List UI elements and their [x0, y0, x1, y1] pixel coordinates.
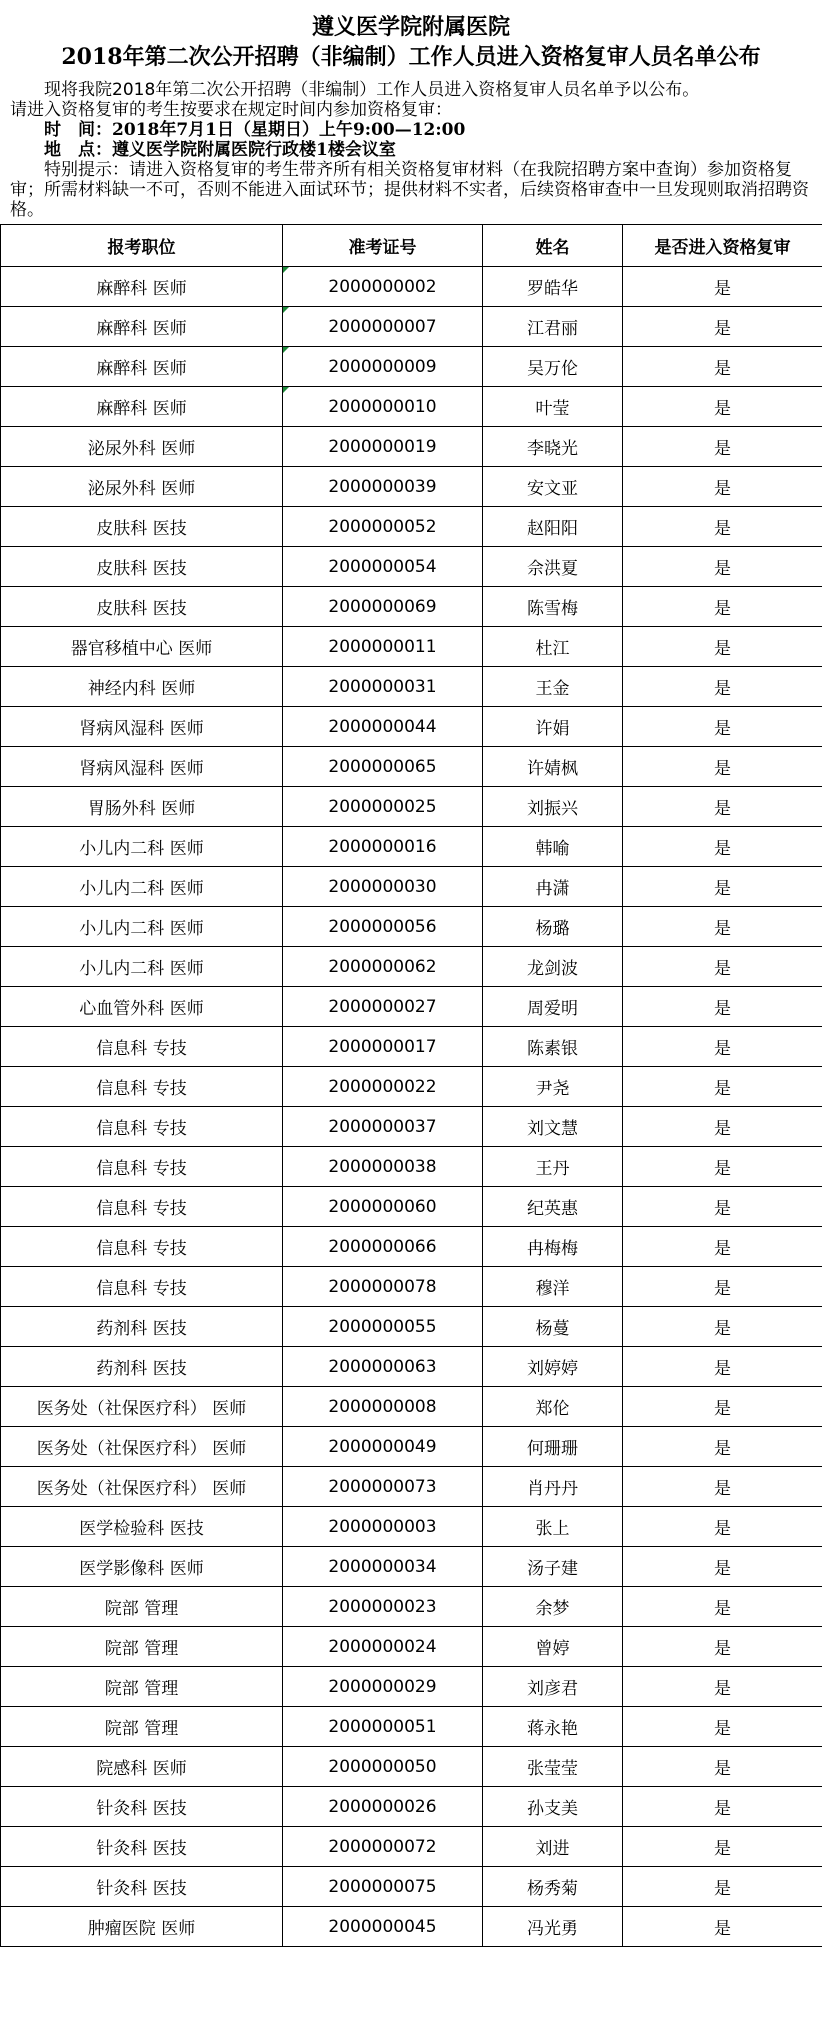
cell-exam-id: 2000000003 [283, 1507, 483, 1547]
cell-position: 信息科 专技 [1, 1187, 283, 1227]
cell-name: 许婧枫 [483, 747, 623, 787]
intro-instruction: 请进入资格复审的考生按要求在规定时间内参加资格复审： [10, 100, 452, 120]
header-exam-id: 准考证号 [283, 225, 483, 267]
cell-review-status: 是 [623, 1027, 822, 1067]
cell-name: 李晓光 [483, 427, 623, 467]
cell-exam-id: 2000000022 [283, 1067, 483, 1107]
table-row [1, 547, 822, 587]
cell-position: 医务处（社保医疗科） 医师 [1, 1467, 283, 1507]
cell-review-status: 是 [623, 1507, 822, 1547]
cell-review-status: 是 [623, 987, 822, 1027]
cell-position: 泌尿外科 医师 [1, 467, 283, 507]
cell-exam-id: 2000000017 [283, 1027, 483, 1067]
cell-name: 佘洪夏 [483, 547, 623, 587]
cell-position: 医学影像科 医师 [1, 1547, 283, 1587]
cell-position: 麻醉科 医师 [1, 267, 283, 307]
cell-exam-id: 2000000038 [283, 1147, 483, 1187]
cell-review-status: 是 [623, 1107, 822, 1147]
cell-position: 信息科 专技 [1, 1027, 283, 1067]
cell-name: 余梦 [483, 1587, 623, 1627]
table-row [1, 707, 822, 747]
cell-position: 胃肠外科 医师 [1, 787, 283, 827]
table-row [1, 1667, 822, 1707]
cell-name: 汤子建 [483, 1547, 623, 1587]
cell-review-status: 是 [623, 547, 822, 587]
cell-exam-id: 2000000008 [283, 1387, 483, 1427]
cell-exam-id: 2000000044 [283, 707, 483, 747]
review-time [10, 120, 812, 140]
cell-name: 冉潇 [483, 867, 623, 907]
cell-exam-id: 2000000010 [283, 387, 483, 427]
cell-exam-id: 2000000055 [283, 1307, 483, 1347]
cell-exam-id: 2000000066 [283, 1227, 483, 1267]
cell-position: 皮肤科 医技 [1, 507, 283, 547]
cell-position: 信息科 专技 [1, 1267, 283, 1307]
cell-position: 小儿内二科 医师 [1, 907, 283, 947]
cell-name: 尹尧 [483, 1067, 623, 1107]
table-row [1, 1867, 822, 1907]
cell-review-status: 是 [623, 1307, 822, 1347]
cell-position: 医务处（社保医疗科） 医师 [1, 1427, 283, 1467]
cell-name: 张莹莹 [483, 1747, 623, 1787]
cell-name: 刘振兴 [483, 787, 623, 827]
cell-review-status: 是 [623, 947, 822, 987]
table-row [1, 1187, 822, 1227]
cell-exam-id: 2000000011 [283, 627, 483, 667]
cell-review-status: 是 [623, 427, 822, 467]
cell-review-status: 是 [623, 867, 822, 907]
cell-exam-id: 2000000031 [283, 667, 483, 707]
special-notice: 特别提示：请进入资格复审的考生带齐所有相关资格复审材料（在我院招聘方案中查询）参加资格复审；所需材料缺一不可，否则不能进入面试环节；提供材料不实者，后续资格审查中一旦发现则取消招聘资格。 [10, 160, 809, 220]
cell-review-status: 是 [623, 1467, 822, 1507]
cell-exam-id: 2000000049 [283, 1427, 483, 1467]
table-row [1, 1067, 822, 1107]
header-review-status: 是否进入资格复审 [623, 225, 822, 267]
cell-review-status: 是 [623, 1707, 822, 1747]
cell-exam-id: 2000000052 [283, 507, 483, 547]
cell-position: 院部 管理 [1, 1667, 283, 1707]
table-row [1, 627, 822, 667]
cell-name: 杜江 [483, 627, 623, 667]
cell-name: 罗皓华 [483, 267, 623, 307]
cell-review-status: 是 [623, 507, 822, 547]
cell-review-status: 是 [623, 1787, 822, 1827]
cell-review-status: 是 [623, 387, 822, 427]
cell-position: 针灸科 医技 [1, 1827, 283, 1867]
time-label: 时 间： [44, 120, 112, 140]
table-row [1, 1227, 822, 1267]
table-row [1, 467, 822, 507]
table-row [1, 1027, 822, 1067]
table-row [1, 1467, 822, 1507]
cell-position: 信息科 专技 [1, 1227, 283, 1267]
cell-exam-id: 2000000002 [283, 267, 483, 307]
cell-position: 院部 管理 [1, 1707, 283, 1747]
table-row [1, 267, 822, 307]
cell-name: 陈素银 [483, 1027, 623, 1067]
hospital-title: 遵义医学院附属医院 [311, 14, 510, 40]
cell-name: 龙剑波 [483, 947, 623, 987]
table-row [1, 387, 822, 427]
cell-position: 麻醉科 医师 [1, 387, 283, 427]
table-row [1, 787, 822, 827]
cell-position: 心血管外科 医师 [1, 987, 283, 1027]
cell-exam-id: 2000000054 [283, 547, 483, 587]
cell-name: 肖丹丹 [483, 1467, 623, 1507]
cell-name: 韩喻 [483, 827, 623, 867]
cell-position: 泌尿外科 医师 [1, 427, 283, 467]
place-label: 地 点： [44, 140, 112, 160]
cell-review-status: 是 [623, 1347, 822, 1387]
cell-position: 肾病风湿科 医师 [1, 707, 283, 747]
cell-name: 刘婷婷 [483, 1347, 623, 1387]
time-value: 2018年7月1日（星期日）上午9:00—12:00 [112, 120, 466, 140]
cell-name: 冯光勇 [483, 1907, 623, 1947]
cell-name: 江君丽 [483, 307, 623, 347]
intro-section [0, 72, 822, 220]
cell-position: 医学检验科 医技 [1, 1507, 283, 1547]
cell-review-status: 是 [623, 1227, 822, 1267]
cell-position: 皮肤科 医技 [1, 587, 283, 627]
announcement-title: 2018年第二次公开招聘（非编制）工作人员进入资格复审人员名单公布 [61, 44, 761, 70]
cell-name: 王金 [483, 667, 623, 707]
candidate-table [0, 224, 822, 1947]
table-row [1, 1347, 822, 1387]
cell-exam-id: 2000000023 [283, 1587, 483, 1627]
cell-exam-id: 2000000075 [283, 1867, 483, 1907]
cell-name: 杨秀菊 [483, 1867, 623, 1907]
cell-review-status: 是 [623, 587, 822, 627]
cell-position: 院部 管理 [1, 1587, 283, 1627]
header-position: 报考职位 [1, 225, 283, 267]
cell-review-status: 是 [623, 1147, 822, 1187]
cell-exam-id: 2000000073 [283, 1467, 483, 1507]
cell-review-status: 是 [623, 827, 822, 867]
cell-name: 曾婷 [483, 1627, 623, 1667]
cell-position: 麻醉科 医师 [1, 347, 283, 387]
table-row [1, 307, 822, 347]
table-row [1, 747, 822, 787]
table-row [1, 1627, 822, 1667]
cell-exam-id: 2000000062 [283, 947, 483, 987]
cell-name: 孙支美 [483, 1787, 623, 1827]
cell-exam-id: 2000000025 [283, 787, 483, 827]
cell-position: 器官移植中心 医师 [1, 627, 283, 667]
cell-review-status: 是 [623, 267, 822, 307]
cell-exam-id: 2000000027 [283, 987, 483, 1027]
cell-review-status: 是 [623, 907, 822, 947]
cell-review-status: 是 [623, 667, 822, 707]
table-row [1, 987, 822, 1027]
cell-position: 神经内科 医师 [1, 667, 283, 707]
table-row [1, 1827, 822, 1867]
cell-position: 针灸科 医技 [1, 1787, 283, 1827]
cell-review-status: 是 [623, 1747, 822, 1787]
cell-review-status: 是 [623, 467, 822, 507]
table-row [1, 507, 822, 547]
place-value: 遵义医学院附属医院行政楼1楼会议室 [112, 140, 396, 160]
cell-review-status: 是 [623, 627, 822, 667]
cell-exam-id: 2000000030 [283, 867, 483, 907]
table-row [1, 587, 822, 627]
cell-exam-id: 2000000078 [283, 1267, 483, 1307]
table-row [1, 1147, 822, 1187]
cell-name: 刘文慧 [483, 1107, 623, 1147]
cell-name: 叶莹 [483, 387, 623, 427]
cell-position: 信息科 专技 [1, 1067, 283, 1107]
review-place [10, 140, 812, 160]
cell-name: 刘彦君 [483, 1667, 623, 1707]
cell-position: 药剂科 医技 [1, 1347, 283, 1387]
table-row [1, 1747, 822, 1787]
cell-name: 陈雪梅 [483, 587, 623, 627]
cell-exam-id: 2000000065 [283, 747, 483, 787]
cell-name: 冉梅梅 [483, 1227, 623, 1267]
cell-exam-id: 2000000024 [283, 1627, 483, 1667]
cell-name: 穆洋 [483, 1267, 623, 1307]
table-row [1, 1587, 822, 1627]
cell-exam-id: 2000000069 [283, 587, 483, 627]
cell-review-status: 是 [623, 1547, 822, 1587]
table-row [1, 1707, 822, 1747]
cell-name: 吴万伦 [483, 347, 623, 387]
table-row [1, 667, 822, 707]
cell-review-status: 是 [623, 1907, 822, 1947]
cell-name: 赵阳阳 [483, 507, 623, 547]
cell-review-status: 是 [623, 307, 822, 347]
cell-position: 肿瘤医院 医师 [1, 1907, 283, 1947]
table-row [1, 867, 822, 907]
cell-position: 皮肤科 医技 [1, 547, 283, 587]
table-row [1, 907, 822, 947]
cell-review-status: 是 [623, 347, 822, 387]
cell-review-status: 是 [623, 747, 822, 787]
cell-review-status: 是 [623, 1267, 822, 1307]
cell-name: 杨璐 [483, 907, 623, 947]
cell-exam-id: 2000000019 [283, 427, 483, 467]
table-row [1, 1507, 822, 1547]
cell-position: 肾病风湿科 医师 [1, 747, 283, 787]
table-row [1, 827, 822, 867]
table-row [1, 947, 822, 987]
cell-name: 郑伦 [483, 1387, 623, 1427]
cell-position: 信息科 专技 [1, 1147, 283, 1187]
cell-exam-id: 2000000050 [283, 1747, 483, 1787]
header-name: 姓名 [483, 225, 623, 267]
cell-review-status: 是 [623, 1187, 822, 1227]
cell-exam-id: 2000000045 [283, 1907, 483, 1947]
cell-name: 何珊珊 [483, 1427, 623, 1467]
table-row [1, 427, 822, 467]
cell-position: 小儿内二科 医师 [1, 947, 283, 987]
table-header-row [1, 225, 822, 267]
cell-exam-id: 2000000051 [283, 1707, 483, 1747]
cell-name: 许娟 [483, 707, 623, 747]
cell-exam-id: 2000000029 [283, 1667, 483, 1707]
table-row [1, 1387, 822, 1427]
cell-position: 麻醉科 医师 [1, 307, 283, 347]
cell-exam-id: 2000000016 [283, 827, 483, 867]
cell-review-status: 是 [623, 1867, 822, 1907]
table-row [1, 1267, 822, 1307]
cell-name: 蒋永艳 [483, 1707, 623, 1747]
cell-review-status: 是 [623, 787, 822, 827]
cell-position: 医务处（社保医疗科） 医师 [1, 1387, 283, 1427]
cell-exam-id: 2000000007 [283, 307, 483, 347]
table-body [1, 267, 822, 1947]
cell-position: 小儿内二科 医师 [1, 867, 283, 907]
cell-name: 安文亚 [483, 467, 623, 507]
cell-exam-id: 2000000063 [283, 1347, 483, 1387]
table-row [1, 1907, 822, 1947]
cell-review-status: 是 [623, 1827, 822, 1867]
cell-review-status: 是 [623, 1587, 822, 1627]
cell-review-status: 是 [623, 707, 822, 747]
cell-position: 小儿内二科 医师 [1, 827, 283, 867]
cell-exam-id: 2000000072 [283, 1827, 483, 1867]
table-row [1, 1787, 822, 1827]
cell-exam-id: 2000000060 [283, 1187, 483, 1227]
cell-review-status: 是 [623, 1427, 822, 1467]
cell-review-status: 是 [623, 1667, 822, 1707]
cell-exam-id: 2000000056 [283, 907, 483, 947]
table-row [1, 347, 822, 387]
table-row [1, 1107, 822, 1147]
cell-exam-id: 2000000037 [283, 1107, 483, 1147]
cell-review-status: 是 [623, 1387, 822, 1427]
cell-review-status: 是 [623, 1627, 822, 1667]
cell-exam-id: 2000000026 [283, 1787, 483, 1827]
cell-exam-id: 2000000039 [283, 467, 483, 507]
cell-name: 杨蔓 [483, 1307, 623, 1347]
cell-name: 张上 [483, 1507, 623, 1547]
cell-review-status: 是 [623, 1067, 822, 1107]
table-row [1, 1547, 822, 1587]
cell-name: 纪英惠 [483, 1187, 623, 1227]
cell-name: 周爱明 [483, 987, 623, 1027]
table-row [1, 1307, 822, 1347]
cell-position: 院感科 医师 [1, 1747, 283, 1787]
cell-position: 药剂科 医技 [1, 1307, 283, 1347]
cell-name: 王丹 [483, 1147, 623, 1187]
cell-name: 刘进 [483, 1827, 623, 1867]
cell-exam-id: 2000000009 [283, 347, 483, 387]
table-row [1, 1427, 822, 1467]
cell-exam-id: 2000000034 [283, 1547, 483, 1587]
cell-position: 信息科 专技 [1, 1107, 283, 1147]
intro-paragraph: 现将我院2018年第二次公开招聘（非编制）工作人员进入资格复审人员名单予以公布。 [44, 80, 700, 100]
cell-position: 针灸科 医技 [1, 1867, 283, 1907]
cell-position: 院部 管理 [1, 1627, 283, 1667]
